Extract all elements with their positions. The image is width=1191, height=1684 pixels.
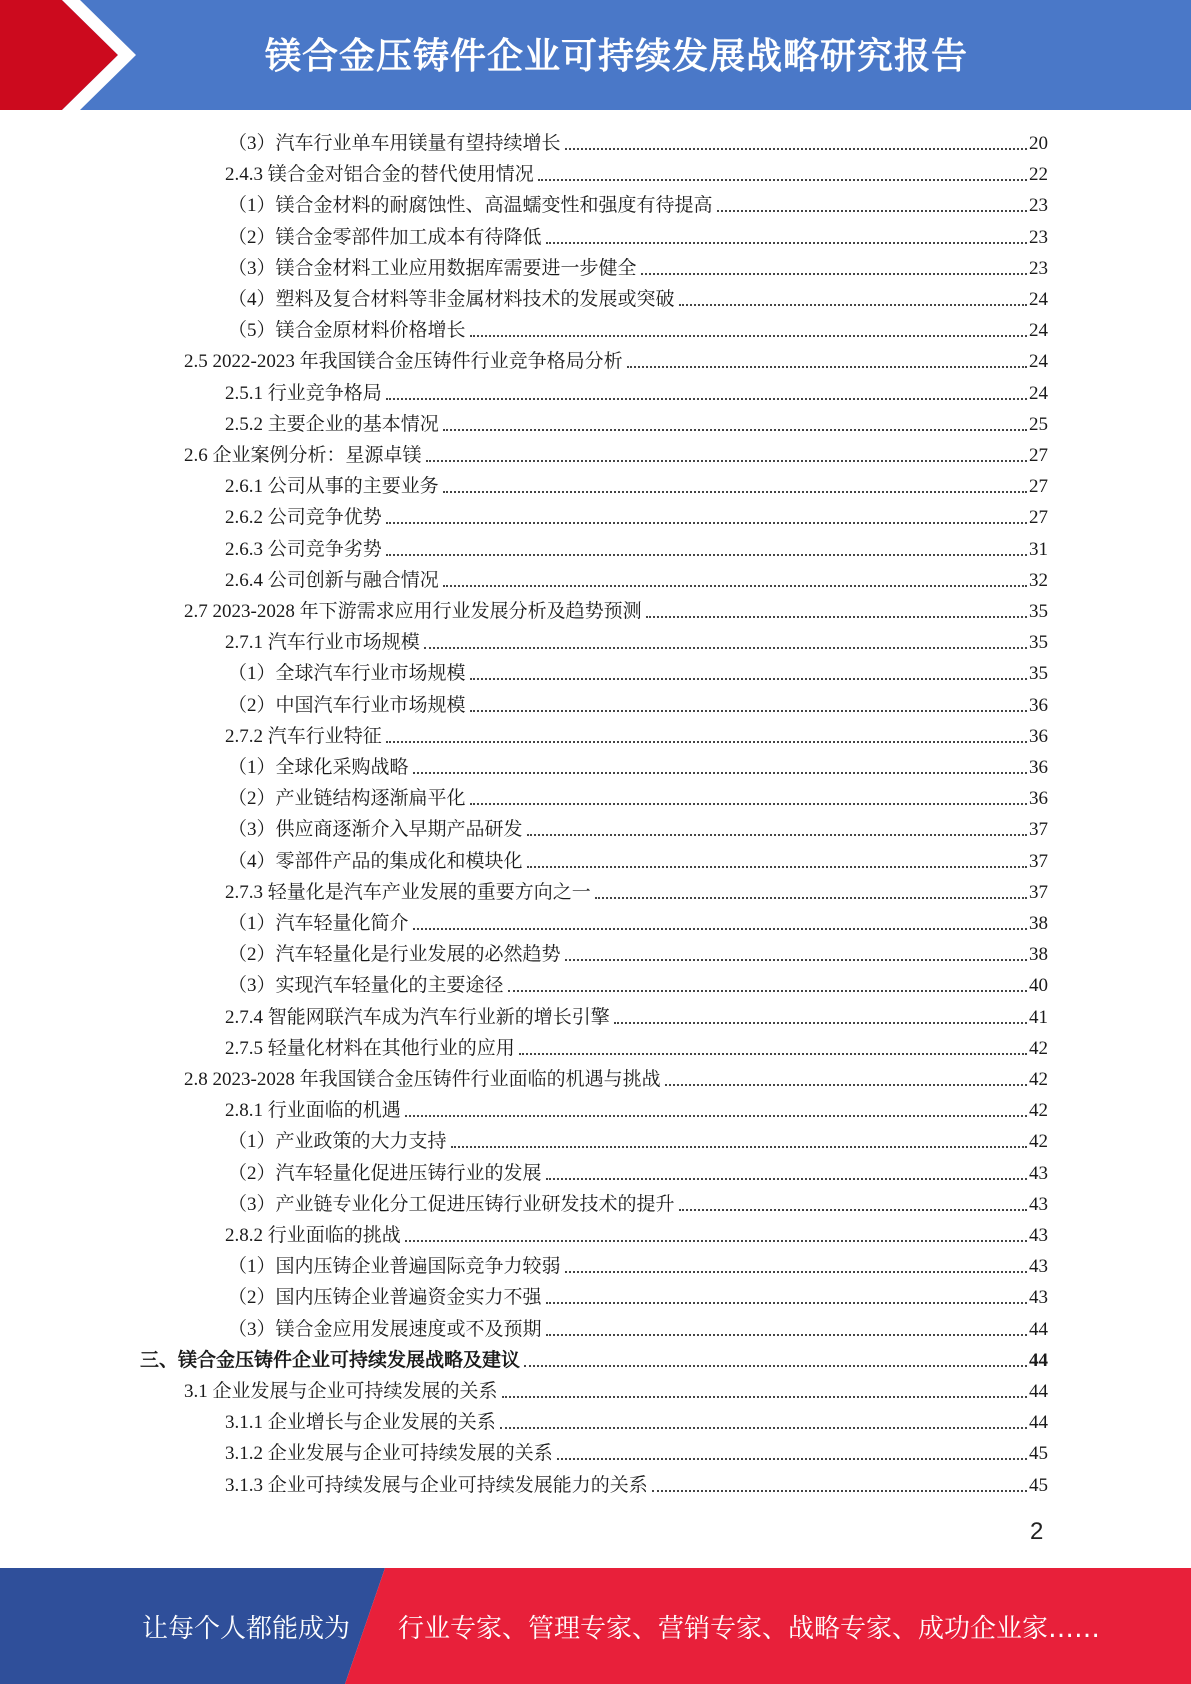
toc-entry-page: 23	[1029, 257, 1048, 279]
toc-entry[interactable]	[228, 658, 1048, 689]
toc-entry-page: 24	[1029, 289, 1048, 310]
toc-entry[interactable]	[225, 409, 1048, 440]
toc-entry-title: 2.5 2022-2023 年我国镁合金压铸件行业竞争格局分析	[184, 351, 623, 373]
toc-entry[interactable]	[228, 222, 1048, 253]
toc-entry-page: 37	[1029, 819, 1048, 841]
toc-entry-page: 23	[1029, 195, 1048, 217]
toc-dot-leader	[538, 178, 1027, 181]
toc-entry-title: 2.8 2023-2028 年我国镁合金压铸件行业面临的机遇与挑战	[184, 1069, 661, 1090]
toc-entry-title: 3.1.1 企业增长与企业发展的关系	[225, 1412, 496, 1434]
toc-dot-leader	[595, 896, 1027, 899]
toc-entry-title: 2.7.1 汽车行业市场规模	[225, 632, 420, 654]
toc-entry-title: （1）国内压铸企业普遍国际竞争力较弱	[228, 1256, 561, 1278]
toc-entry-title: （2）汽车轻量化是行业发展的必然趋势	[228, 944, 561, 966]
toc-entry-title: 2.7.4 智能网联汽车成为汽车行业新的增长引擎	[225, 1006, 610, 1028]
toc-dot-leader	[652, 1489, 1027, 1492]
toc-entry-page: 38	[1029, 944, 1048, 966]
toc-entry[interactable]	[225, 159, 1048, 190]
toc-entry-page: 23	[1029, 226, 1048, 248]
toc-entry[interactable]	[225, 1438, 1048, 1469]
toc-entry-page: 40	[1029, 975, 1048, 997]
toc-entry[interactable]	[225, 565, 1048, 596]
toc-entry-title: 2.7.5 轻量化材料在其他行业的应用	[225, 1037, 515, 1059]
toc-dot-leader	[426, 459, 1027, 462]
toc-entry-page: 25	[1029, 413, 1048, 435]
toc-entry-title: 2.6.2 公司竞争优势	[225, 507, 382, 529]
toc-entry[interactable]	[225, 1470, 1048, 1501]
toc-entry[interactable]	[228, 752, 1048, 783]
toc-dot-leader	[386, 397, 1027, 400]
toc-entry[interactable]	[140, 1345, 1048, 1376]
toc-entry[interactable]	[228, 1189, 1048, 1220]
toc-entry-page: 24	[1029, 382, 1048, 404]
toc-entry-title: （1）产业政策的大力支持	[228, 1131, 447, 1153]
toc-entry-title: （1）全球汽车行业市场规模	[228, 663, 466, 685]
toc-entry-title: 2.8.1 行业面临的机遇	[225, 1100, 401, 1122]
toc-entry-title: 3.1.2 企业发展与企业可持续发展的关系	[225, 1443, 553, 1465]
toc-entry-page: 36	[1029, 725, 1048, 747]
toc-entry-title: 2.7 2023-2028 年下游需求应用行业发展分析及趋势预测	[184, 601, 642, 622]
toc-entry-title: 2.4.3 镁合金对铝合金的替代使用情况	[225, 164, 534, 186]
toc-entry-page: 36	[1029, 788, 1048, 810]
toc-entry[interactable]	[225, 502, 1048, 533]
toc-dot-leader	[565, 1270, 1027, 1273]
toc-entry-page: 43	[1029, 1193, 1048, 1215]
toc-entry[interactable]	[228, 190, 1048, 221]
toc-entry[interactable]	[184, 596, 1048, 627]
toc-entry-title: （2）镁合金零部件加工成本有待降低	[228, 226, 542, 248]
toc-dot-leader	[679, 1208, 1027, 1211]
toc-entry-title: （1）镁合金材料的耐腐蚀性、高温蠕变性和强度有待提高	[228, 195, 713, 217]
toc-entry[interactable]	[228, 1158, 1048, 1189]
toc-dot-leader	[470, 709, 1027, 712]
toc-entry[interactable]	[228, 846, 1048, 877]
toc-entry-title: （2）中国汽车行业市场规模	[228, 694, 466, 716]
toc-entry-page: 24	[1029, 320, 1048, 342]
toc-entry-page: 38	[1029, 913, 1048, 934]
toc-entry[interactable]	[225, 877, 1048, 908]
toc-dot-leader	[405, 1114, 1027, 1117]
toc-entry[interactable]	[228, 783, 1048, 814]
toc-entry[interactable]	[228, 970, 1048, 1001]
toc-entry[interactable]	[228, 939, 1048, 970]
toc-dot-leader	[443, 490, 1027, 493]
toc-entry[interactable]	[225, 1407, 1048, 1438]
toc-entry-title: 3.1.3 企业可持续发展与企业可持续发展能力的关系	[225, 1474, 648, 1496]
toc-dot-leader	[546, 241, 1027, 244]
toc-dot-leader	[546, 1333, 1027, 1336]
toc-entry-title: 2.6 企业案例分析：星源卓镁	[184, 445, 422, 466]
toc-entry[interactable]	[228, 1126, 1048, 1157]
toc-entry[interactable]	[184, 346, 1048, 377]
toc-entry[interactable]	[225, 534, 1048, 565]
toc-dot-leader	[527, 833, 1027, 836]
toc-entry-page: 20	[1029, 133, 1048, 154]
toc-dot-leader	[524, 1364, 1027, 1367]
toc-entry-title: （3）实现汽车轻量化的主要途径	[228, 975, 504, 997]
toc-dot-leader	[413, 927, 1027, 930]
toc-entry-page: 42	[1029, 1037, 1048, 1059]
toc-entry-title: （3）镁合金材料工业应用数据库需要进一步健全	[228, 257, 637, 279]
toc-entry[interactable]	[225, 1220, 1048, 1251]
toc-entry-page: 43	[1029, 1287, 1048, 1309]
toc-entry-title: 2.6.4 公司创新与融合情况	[225, 569, 439, 591]
toc-entry-title: （1）全球化采购战略	[228, 757, 409, 778]
toc-entry-title: （5）镁合金原材料价格增长	[228, 320, 466, 342]
toc-entry-page: 42	[1029, 1100, 1048, 1122]
toc-entry[interactable]	[225, 1002, 1048, 1033]
toc-entry[interactable]	[225, 1033, 1048, 1064]
toc-dot-leader	[565, 958, 1027, 961]
toc-dot-leader	[565, 147, 1027, 150]
toc-entry-title: 2.5.1 行业竞争格局	[225, 382, 382, 404]
toc-entry-title: （3）供应商逐渐介入早期产品研发	[228, 819, 523, 841]
toc-dot-leader	[443, 584, 1027, 587]
page-footer	[0, 1568, 1191, 1684]
toc-entry-page: 35	[1029, 601, 1048, 622]
toc-entry-title: 3.1 企业发展与企业可持续发展的关系	[184, 1381, 498, 1402]
toc-entry-page: 27	[1029, 445, 1048, 466]
toc-entry-page: 32	[1029, 569, 1048, 591]
toc-entry-title: （3）产业链专业化分工促进压铸行业研发技术的提升	[228, 1193, 675, 1215]
toc-dot-leader	[527, 865, 1027, 868]
page-header	[0, 0, 1191, 110]
toc-dot-leader	[405, 1239, 1027, 1242]
toc-entry-page: 37	[1029, 881, 1048, 903]
toc-entry-page: 42	[1029, 1069, 1048, 1090]
toc-entry-page: 45	[1029, 1443, 1048, 1465]
toc-entry-page: 43	[1029, 1162, 1048, 1184]
toc-entry[interactable]	[228, 908, 1048, 939]
toc-entry-title: （2）产业链结构逐渐扁平化	[228, 788, 466, 810]
toc-entry-title: 2.7.2 汽车行业特征	[225, 725, 382, 747]
toc-entry-title: （1）汽车轻量化简介	[228, 913, 409, 934]
toc-entry-page: 35	[1029, 632, 1048, 654]
toc-dot-leader	[546, 1177, 1027, 1180]
toc-entry-title: （3）汽车行业单车用镁量有望持续增长	[228, 133, 561, 154]
toc-entry[interactable]	[228, 814, 1048, 845]
toc-entry[interactable]	[225, 627, 1048, 658]
toc-dot-leader	[470, 802, 1027, 805]
toc-entry[interactable]	[228, 284, 1048, 315]
chevron-icon	[0, 0, 160, 110]
toc-entry[interactable]	[225, 471, 1048, 502]
toc-entry-page: 36	[1029, 694, 1048, 716]
toc-entry[interactable]	[225, 378, 1048, 409]
toc-entry-title: （4）零部件产品的集成化和模块化	[228, 850, 523, 872]
toc-entry-page: 37	[1029, 850, 1048, 872]
toc-entry-page: 27	[1029, 507, 1048, 529]
report-title: 镁合金压铸件企业可持续发展战略研究报告	[265, 36, 969, 77]
toc-entry[interactable]	[228, 253, 1048, 284]
toc-entry-page: 44	[1029, 1412, 1048, 1434]
toc-entry-title: （3）镁合金应用发展速度或不及预期	[228, 1318, 542, 1340]
toc-entry-page: 44	[1029, 1349, 1048, 1371]
toc-dot-leader	[424, 646, 1027, 649]
toc-entry[interactable]	[184, 440, 1048, 471]
toc-entry-page: 42	[1029, 1131, 1048, 1153]
toc-dot-leader	[508, 989, 1027, 992]
toc-entry[interactable]	[228, 1282, 1048, 1313]
toc-entry[interactable]	[228, 315, 1048, 346]
toc-dot-leader	[546, 1301, 1027, 1304]
footer-slogan-left: 让每个人都能成为	[142, 1614, 351, 1644]
toc-entry-page: 41	[1029, 1006, 1048, 1028]
toc-dot-leader	[386, 521, 1027, 524]
toc-entry-page: 43	[1029, 1225, 1048, 1246]
toc-dot-leader	[386, 553, 1027, 556]
toc-entry[interactable]	[228, 1251, 1048, 1282]
toc-entry[interactable]	[225, 721, 1048, 752]
toc-entry-page: 35	[1029, 663, 1048, 685]
toc-entry[interactable]	[184, 1376, 1048, 1407]
toc-entry[interactable]	[228, 128, 1048, 159]
toc-dot-leader	[470, 677, 1027, 680]
toc-dot-leader	[717, 209, 1027, 212]
toc-entry-page: 31	[1029, 538, 1048, 560]
toc-entry-page: 27	[1029, 476, 1048, 498]
toc-entry-page: 44	[1029, 1318, 1048, 1340]
toc-dot-leader	[627, 365, 1027, 368]
toc-entry-page: 45	[1029, 1474, 1048, 1496]
toc-entry-title: （2）汽车轻量化促进压铸行业的发展	[228, 1162, 542, 1184]
toc-dot-leader	[386, 740, 1027, 743]
toc-dot-leader	[641, 272, 1027, 275]
page-number: 2	[1030, 1518, 1044, 1545]
toc-entry[interactable]	[228, 690, 1048, 721]
toc-dot-leader	[614, 1021, 1027, 1024]
toc-entry-title: 2.8.2 行业面临的挑战	[225, 1225, 401, 1246]
toc-dot-leader	[470, 334, 1027, 337]
toc-dot-leader	[502, 1395, 1027, 1398]
toc-entry-page: 43	[1029, 1256, 1048, 1278]
footer-slogan-right: 行业专家、管理专家、营销专家、战略专家、成功企业家……	[398, 1614, 1101, 1644]
toc-entry-title: （2）国内压铸企业普遍资金实力不强	[228, 1287, 542, 1309]
toc-entry-page: 24	[1029, 351, 1048, 373]
toc-entry-page: 44	[1029, 1381, 1048, 1402]
toc-entry-title: （4）塑料及复合材料等非金属材料技术的发展或突破	[228, 289, 675, 310]
toc-entry-page: 22	[1029, 164, 1048, 186]
toc-entry-title: 三、镁合金压铸件企业可持续发展战略及建议	[140, 1349, 521, 1371]
toc-entry-title: 2.6.1 公司从事的主要业务	[225, 476, 439, 498]
toc-dot-leader	[665, 1083, 1027, 1086]
toc-dot-leader	[413, 771, 1027, 774]
toc-entry[interactable]	[228, 1314, 1048, 1345]
toc-dot-leader	[443, 428, 1027, 431]
toc-dot-leader	[679, 303, 1027, 306]
toc-entry-page: 36	[1029, 757, 1048, 778]
toc-entry-title: 2.7.3 轻量化是汽车产业发展的重要方向之一	[225, 881, 591, 903]
toc-dot-leader	[500, 1426, 1027, 1429]
toc-entry[interactable]	[184, 1064, 1048, 1095]
toc-dot-leader	[557, 1457, 1027, 1460]
toc-dot-leader	[451, 1145, 1027, 1148]
toc-entry-title: 2.6.3 公司竞争劣势	[225, 538, 382, 560]
toc-dot-leader	[646, 615, 1027, 618]
toc-entry[interactable]	[225, 1095, 1048, 1126]
toc-dot-leader	[519, 1052, 1027, 1055]
toc-entry-title: 2.5.2 主要企业的基本情况	[225, 413, 439, 435]
